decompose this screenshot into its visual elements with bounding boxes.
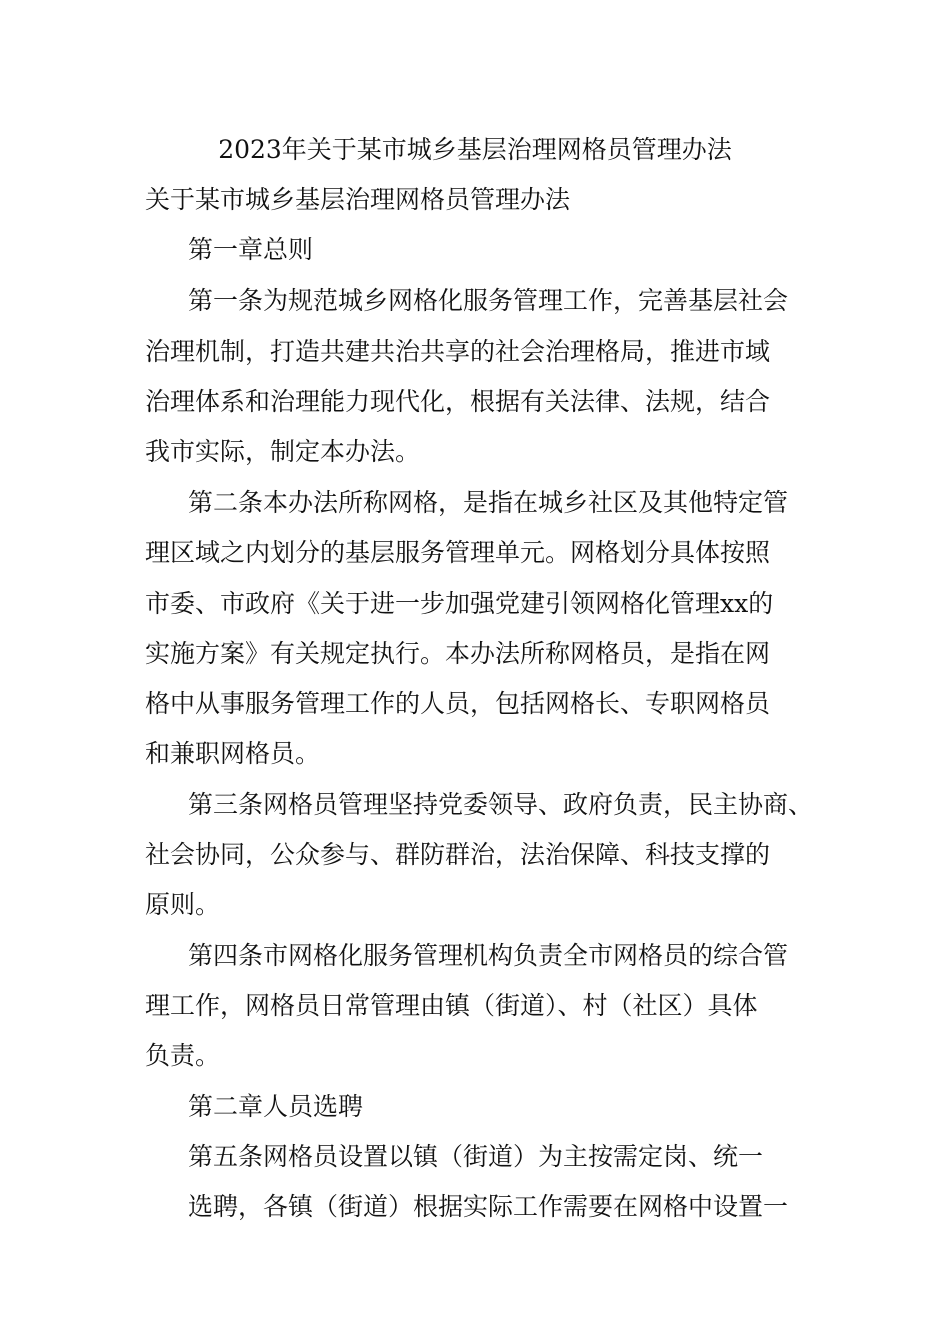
paragraph-line: 第五条网格员设置以镇（街道）为主按需定岗、统一 <box>188 1142 764 1171</box>
paragraph-line: 治理体系和治理能力现代化，根据有关法律、法规，结合 <box>145 387 771 416</box>
paragraph-line: 理工作，网格员日常管理由镇（街道）、村（社区）具体 <box>145 991 758 1020</box>
paragraph-line: 第三条网格员管理坚持党委领导、政府负责，民主协商、 <box>188 790 814 819</box>
paragraph-line: 我市实际，制定本办法。 <box>145 437 421 466</box>
paragraph-line: 和兼职网格员。 <box>145 739 321 768</box>
paragraph-line: 实施方案》有关规定执行。本办法所称网格员，是指在网 <box>145 639 771 668</box>
paragraph-line: 理区域之内划分的基层服务管理单元。网格划分具体按照 <box>145 538 771 567</box>
chapter-heading-1: 第一章总则 <box>188 235 314 264</box>
paragraph-line: 格中从事服务管理工作的人员，包括网格长、专职网格员 <box>145 689 771 718</box>
paragraph-line: 负责。 <box>145 1041 221 1070</box>
paragraph-line: 第一条为规范城乡网格化服务管理工作，完善基层社会 <box>188 286 789 315</box>
paragraph-line: 选聘，各镇（街道）根据实际工作需要在网格中设置一 <box>188 1192 789 1221</box>
paragraph-line: 治理机制，打造共建共治共享的社会治理格局，推进市域 <box>145 337 771 366</box>
paragraph-line: 原则。 <box>145 890 221 919</box>
paragraph-line: 市委、市政府《关于进一步加强党建引领网格化管理xx的 <box>145 589 774 618</box>
chapter-heading-2: 第二章人员选聘 <box>188 1092 364 1121</box>
paragraph-line: 第二条本办法所称网格，是指在城乡社区及其他特定管 <box>188 488 789 517</box>
document-subtitle: 关于某市城乡基层治理网格员管理办法 <box>145 185 571 214</box>
paragraph-line: 第四条市网格化服务管理机构负责全市网格员的综合管 <box>188 941 789 970</box>
paragraph-line: 社会协同，公众参与、群防群治，法治保障、科技支撑的 <box>145 840 771 869</box>
document-title: 2023年关于某市城乡基层治理网格员管理办法 <box>218 135 732 164</box>
